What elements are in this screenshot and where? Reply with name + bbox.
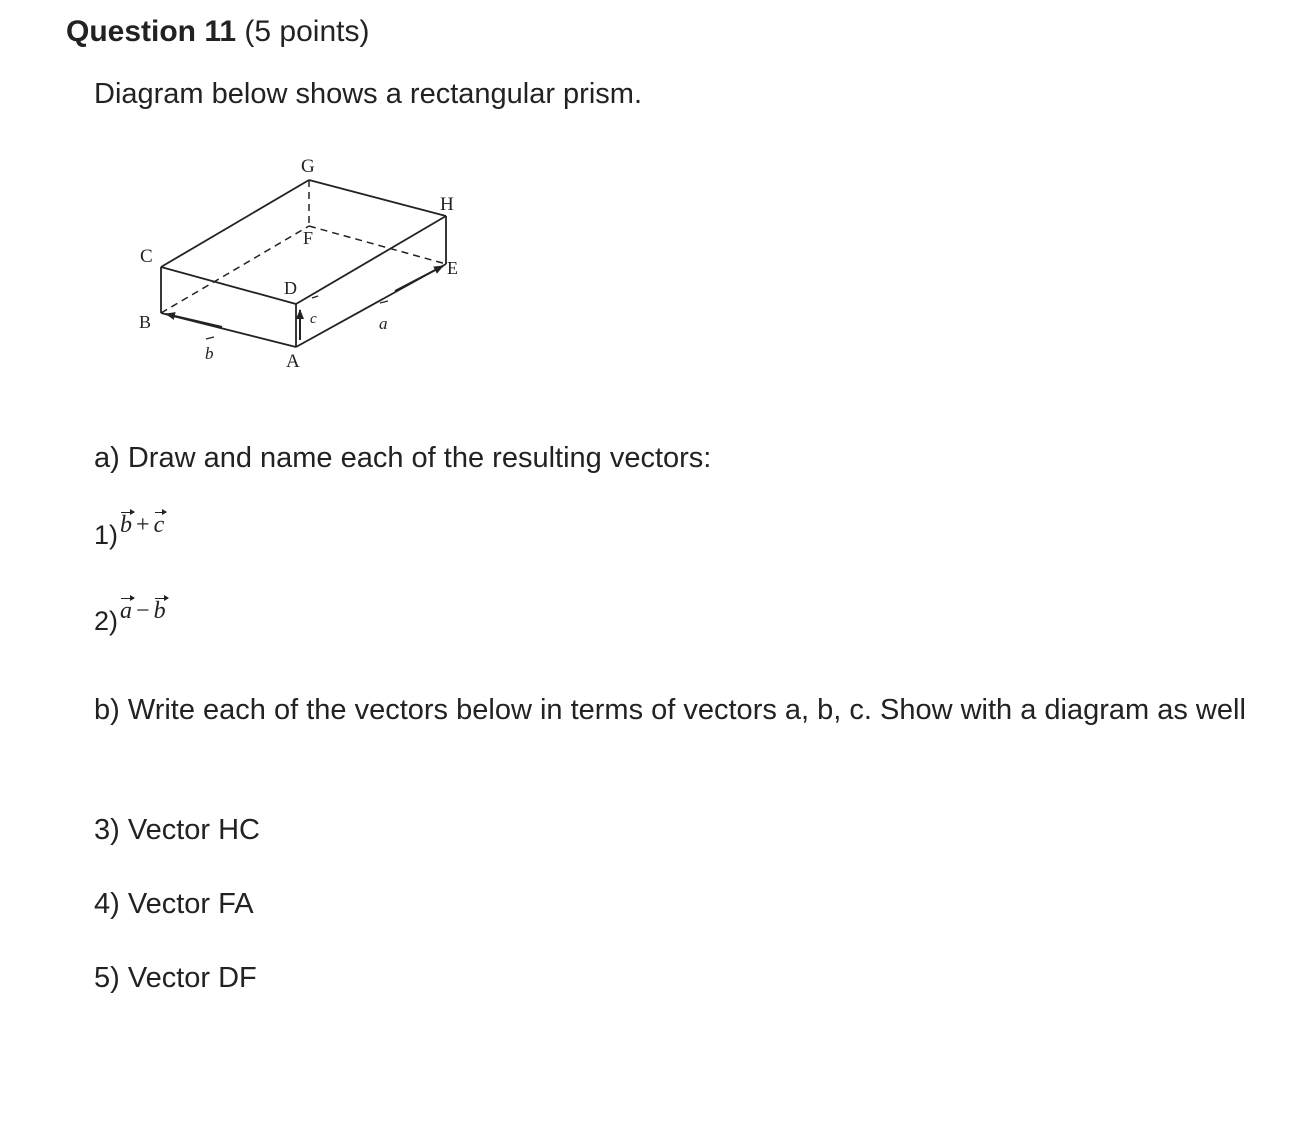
- vector-item-df: 5) Vector DF: [94, 962, 257, 994]
- vector-a-arrow: [395, 266, 443, 291]
- vector-symbol: c: [153, 512, 165, 538]
- question-title: Question 11: [66, 15, 237, 48]
- vector-b-arrow: [166, 314, 222, 327]
- math-item-number: 1): [94, 520, 119, 550]
- operator: −: [136, 598, 150, 624]
- vector-a-overbar: [380, 301, 388, 303]
- edge-c-g: [161, 180, 309, 267]
- label-g: G: [301, 156, 315, 177]
- label-b: B: [139, 312, 152, 332]
- math-expression: [120, 512, 164, 538]
- vector-b-overbar: [206, 337, 214, 339]
- label-f: F: [303, 228, 314, 248]
- label-d: D: [284, 278, 297, 298]
- label-vector-c: c: [310, 311, 317, 327]
- hidden-edge-f-e: [309, 226, 446, 264]
- vector-symbol: b: [153, 598, 166, 624]
- label-e: E: [447, 258, 458, 278]
- label-c: C: [140, 246, 153, 267]
- label-vector-a: a: [379, 314, 388, 333]
- label-vector-b: b: [205, 344, 214, 363]
- label-a: A: [286, 351, 300, 372]
- math-item-number: 2): [94, 606, 119, 636]
- math-item-2: [94, 598, 166, 637]
- vector-item-hc: 3) Vector HC: [94, 814, 260, 846]
- vector-c-overbar: [312, 296, 318, 298]
- math-item-1: [94, 512, 165, 551]
- vector-symbol: b: [120, 512, 133, 538]
- math-expression: [120, 598, 166, 624]
- part-a-prompt: a) Draw and name each of the resulting vectors:: [94, 442, 712, 474]
- intro-text: Diagram below shows a rectangular prism.: [94, 78, 642, 110]
- vector-symbol: a: [120, 598, 133, 624]
- question-points: (5 points): [244, 15, 370, 48]
- operator: +: [136, 512, 150, 538]
- edge-h-d: [296, 216, 446, 304]
- label-h: H: [440, 194, 454, 215]
- vector-item-fa: 4) Vector FA: [94, 888, 254, 920]
- part-b-prompt: b) Write each of the vectors below in terms of vectors a, b, c. Show with a diagram as well: [94, 694, 1246, 726]
- hidden-edge-b-f: [161, 226, 309, 313]
- edge-g-h: [309, 180, 446, 216]
